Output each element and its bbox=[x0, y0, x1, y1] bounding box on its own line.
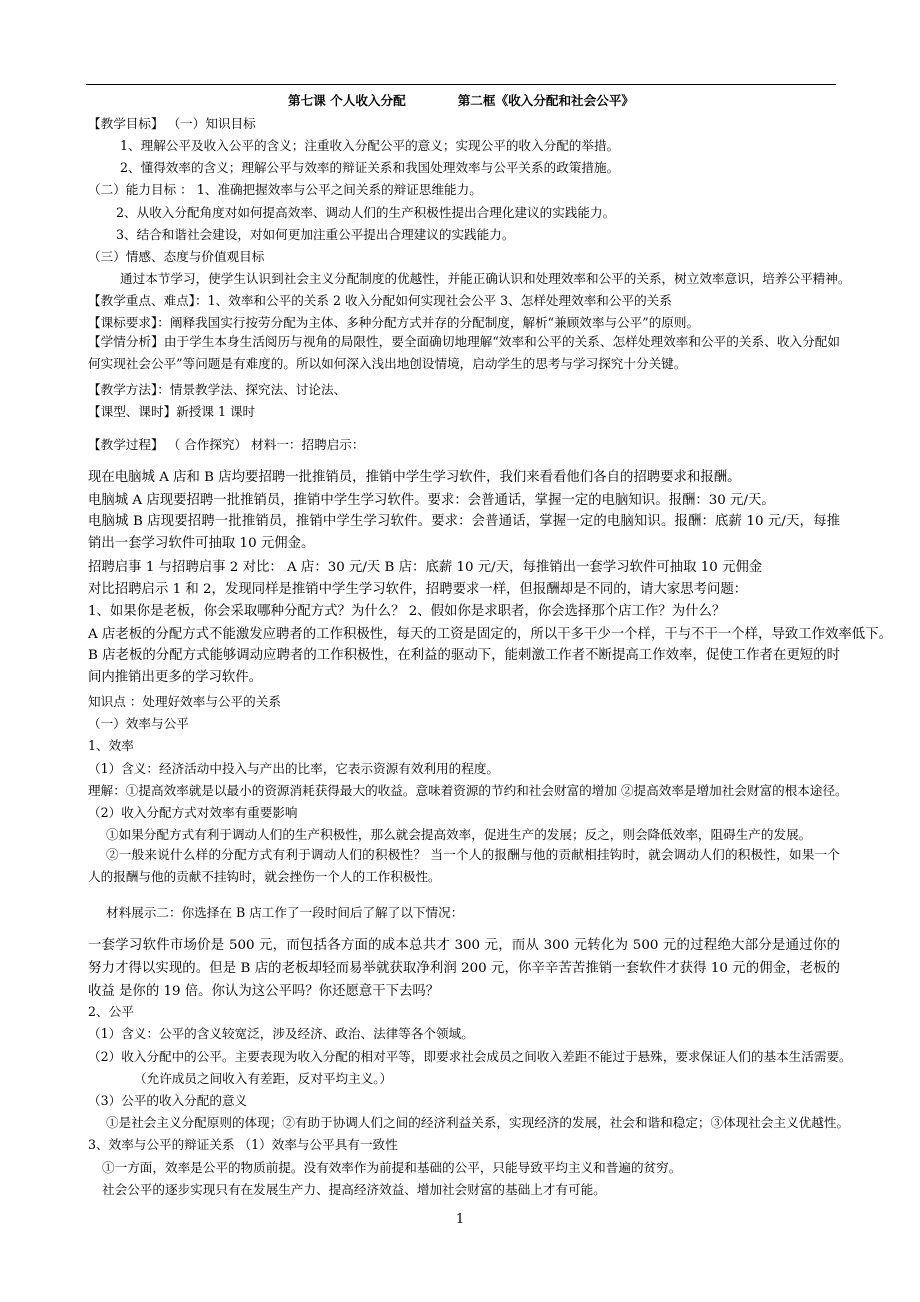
ability-goal-heading: （二）能力目标 ： 1、准确把握效率与公平之间关系的辩证思维能力。 bbox=[88, 182, 482, 197]
key-points: 【教学重点、难点】：1、效率和公平的关系 2 收入分配如何实现社会公平 3、怎样处理效率和公平的关系 bbox=[88, 293, 672, 308]
student-analysis: 【学情分析】由于学生本身生活阅历与视角的局限性，要全面确切地理解“效率和公平的关系、怎样处理效率和公平的关系、收入分配如何实现社会公平”等问题是有难度的。所以如何深入浅出地创设情境，启动学生的思考与学习探究十分关键。 bbox=[88, 334, 840, 371]
fairness-definition: （1）含义：公平的含义较宽泛，涉及经济、政治、法律等各个领域。 bbox=[88, 1026, 474, 1041]
objectives-heading: 【教学目标】 （一）知识目标 bbox=[88, 116, 256, 131]
fairness-in-distribution: （2）收入分配中的公平。主要表现为收入分配的相对平等，即要求社会成员之间收入差距不能过于悬殊，要求保证人们的基本生活需要。 bbox=[88, 1049, 852, 1064]
lesson-title: 第七课 个人收入分配 bbox=[287, 93, 406, 108]
material-two-heading: 材料展示二：你选择在 B 店工作了一段时间后了解了以下情况： bbox=[106, 905, 464, 920]
material-intro: 现在电脑城 A 店和 B 店均要招聘一批推销员，推销中学生学习软件，我们来看看他们各自的招聘要求和报酬。 bbox=[88, 470, 741, 485]
heading-efficiency: 1、效率 bbox=[88, 738, 134, 753]
knowledge-goal-1: 1、理解公平及收入公平的含义；注重收入分配公平的意义；实现公平的收入分配的举措。 bbox=[120, 138, 620, 153]
store-a-ad: 电脑城 A 店现要招聘一批推销员，推销中学生学习软件。要求：会普通话，掌握一定的电脑知识。报酬：30 元/天。 bbox=[88, 493, 775, 508]
attitude-goal-text: 通过本节学习，使学生认识到社会主义分配制度的优越性，并能正确认识和处理效率和公平的关系，树立效率意识，培养公平精神。 bbox=[120, 271, 851, 286]
ad-comparison: 招聘启事 1 与招聘启事 2 对比： A 店：30 元/天 B 店：底薪 10 元/天，每推销出一套学习软件可抽取 10 元佣金 bbox=[88, 560, 763, 575]
frame-title: 第二框《收入分配和社会公平》 bbox=[457, 93, 635, 108]
store-b-analysis: B 店老板的分配方式能够调动应聘者的工作积极性，在利益的驱动下，能刺激工作者不断提高工作效率，促使工作者在更短的时间内推销出更多的学习软件。 bbox=[88, 648, 840, 685]
distribution-impact-2: ②一般来说什么样的分配方式有利于调动人们的积极性？ 当一个人的报酬与他的贡献相挂钩时，就会调动人们的积极性，如果一个人的报酬与他的贡献不挂钩时，就会挫伤一个人的工作积极性。 bbox=[88, 847, 840, 884]
ability-goal-2: 2、从收入分配角度对如何提高效率、调动人们的生产积极性提出合理化建议的实践能力。 bbox=[116, 205, 616, 220]
top-rule bbox=[86, 84, 836, 85]
dialectic-heading: 3、效率与公平的辩证关系 （1）效率与公平具有一致性 bbox=[88, 1137, 398, 1152]
teaching-methods: 【教学方法】：情景教学法、探究法、讨论法、 bbox=[88, 382, 347, 397]
efficiency-understanding: 理解：①提高效率就是以最小的资源消耗获得最大的收益。意味着资源的节约和社会财富的增加 ②提高效率是增加社会财富的根本途径。 bbox=[88, 783, 848, 798]
fairness-significance-heading: （3）公平的收入分配的意义 bbox=[88, 1093, 248, 1108]
comparison-note: 对比招聘启示 1 和 2，发现同样是推销中学生学习软件，招聘要求一样，但报酬却是不同的，请大家思考问题： bbox=[88, 582, 748, 597]
questions: 1、如果你是老板，你会采取哪种分配方式？为什么？ 2、假如你是求职者，你会选择那个店工作？为什么？ bbox=[88, 604, 726, 619]
document-title bbox=[86, 93, 836, 109]
efficiency-definition: （1）含义：经济活动中投入与产出的比率，它表示资源有效利用的程度。 bbox=[88, 761, 500, 776]
consistency-point-1: ①一方面，效率是公平的物质前提。没有效率作为前提和基础的公平，只能导致平均主义和普遍的贫穷。 bbox=[102, 1160, 682, 1175]
process-heading: 【教学过程】 （ 合作探究） 材料一：招聘启示： bbox=[88, 437, 365, 452]
attitude-goal-heading: （三）情感、态度与价值观目标 bbox=[88, 249, 265, 264]
store-b-ad: 电脑城 B 店现要招聘一批推销员，推销中学生学习软件。要求：会普通话，掌握一定的电脑知识。报酬：底薪 10 元/天，每推销出一套学习软件可抽取 10 元佣金。 bbox=[88, 514, 840, 551]
fairness-note: （允许成员之间收入有差距，反对平均主义。） bbox=[134, 1071, 393, 1086]
ability-goal-3: 3、结合和谐社会建设，对如何更加注重公平提出合理建议的实践能力。 bbox=[116, 227, 515, 242]
lesson-type: 【课型、课时】新授课 1 课时 bbox=[88, 404, 256, 419]
curriculum-requirement: 【课标要求】：阐释我国实行按劳分配为主体、多种分配方式并存的分配制度，解析“兼顾效率与公平”的原则。 bbox=[88, 315, 700, 330]
material-two-text: 一套学习软件市场价是 500 元，而包括各方面的成本总共才 300 元，而从 300 元转化为 500 元的过程绝大部分是通过你的努力才得以实现的。但是 B 店的老板却轻而易举就获取净利润 200 元，你辛辛苦苦推销一套软件才获得 10 元的佣金，老板的收益 是你的 19 倍。你认为这公平吗？你还愿意干下去吗？ bbox=[88, 938, 840, 999]
heading-fairness: 2、公平 bbox=[88, 1004, 134, 1019]
consistency-point-2: 社会公平的逐步实现只有在发展生产力、提高经济效益、增加社会财富的基础上才有可能。 bbox=[102, 1182, 606, 1197]
knowledge-point: 知识点 ：处理好效率与公平的关系 bbox=[88, 694, 281, 709]
store-a-analysis: A 店老板的分配方式不能激发应聘者的工作积极性，每天的工资是固定的，所以干多干少一个样，干与不干一个样，导致工作效率低下。 bbox=[88, 627, 892, 642]
distribution-impact-1: ①如果分配方式有利于调动人们的生产积极性，那么就会提高效率，促进生产的发展；反之，则会降低效率，阻碍生产的发展。 bbox=[106, 827, 812, 842]
page-number: 1 bbox=[455, 1212, 465, 1227]
section-efficiency-fairness: （一）效率与公平 bbox=[88, 716, 189, 731]
fairness-significance: ①是社会主义分配原则的体现；②有助于协调人们之间的经济利益关系，实现经济的发展，社会和谐和稳定；③体现社会主义优越性。 bbox=[106, 1115, 850, 1130]
distribution-impact-heading: （2）收入分配方式对效率有重要影响 bbox=[88, 805, 298, 820]
knowledge-goal-2: 2、懂得效率的含义；理解公平与效率的辩证关系和我国处理效率与公平关系的政策措施。 bbox=[120, 160, 620, 175]
